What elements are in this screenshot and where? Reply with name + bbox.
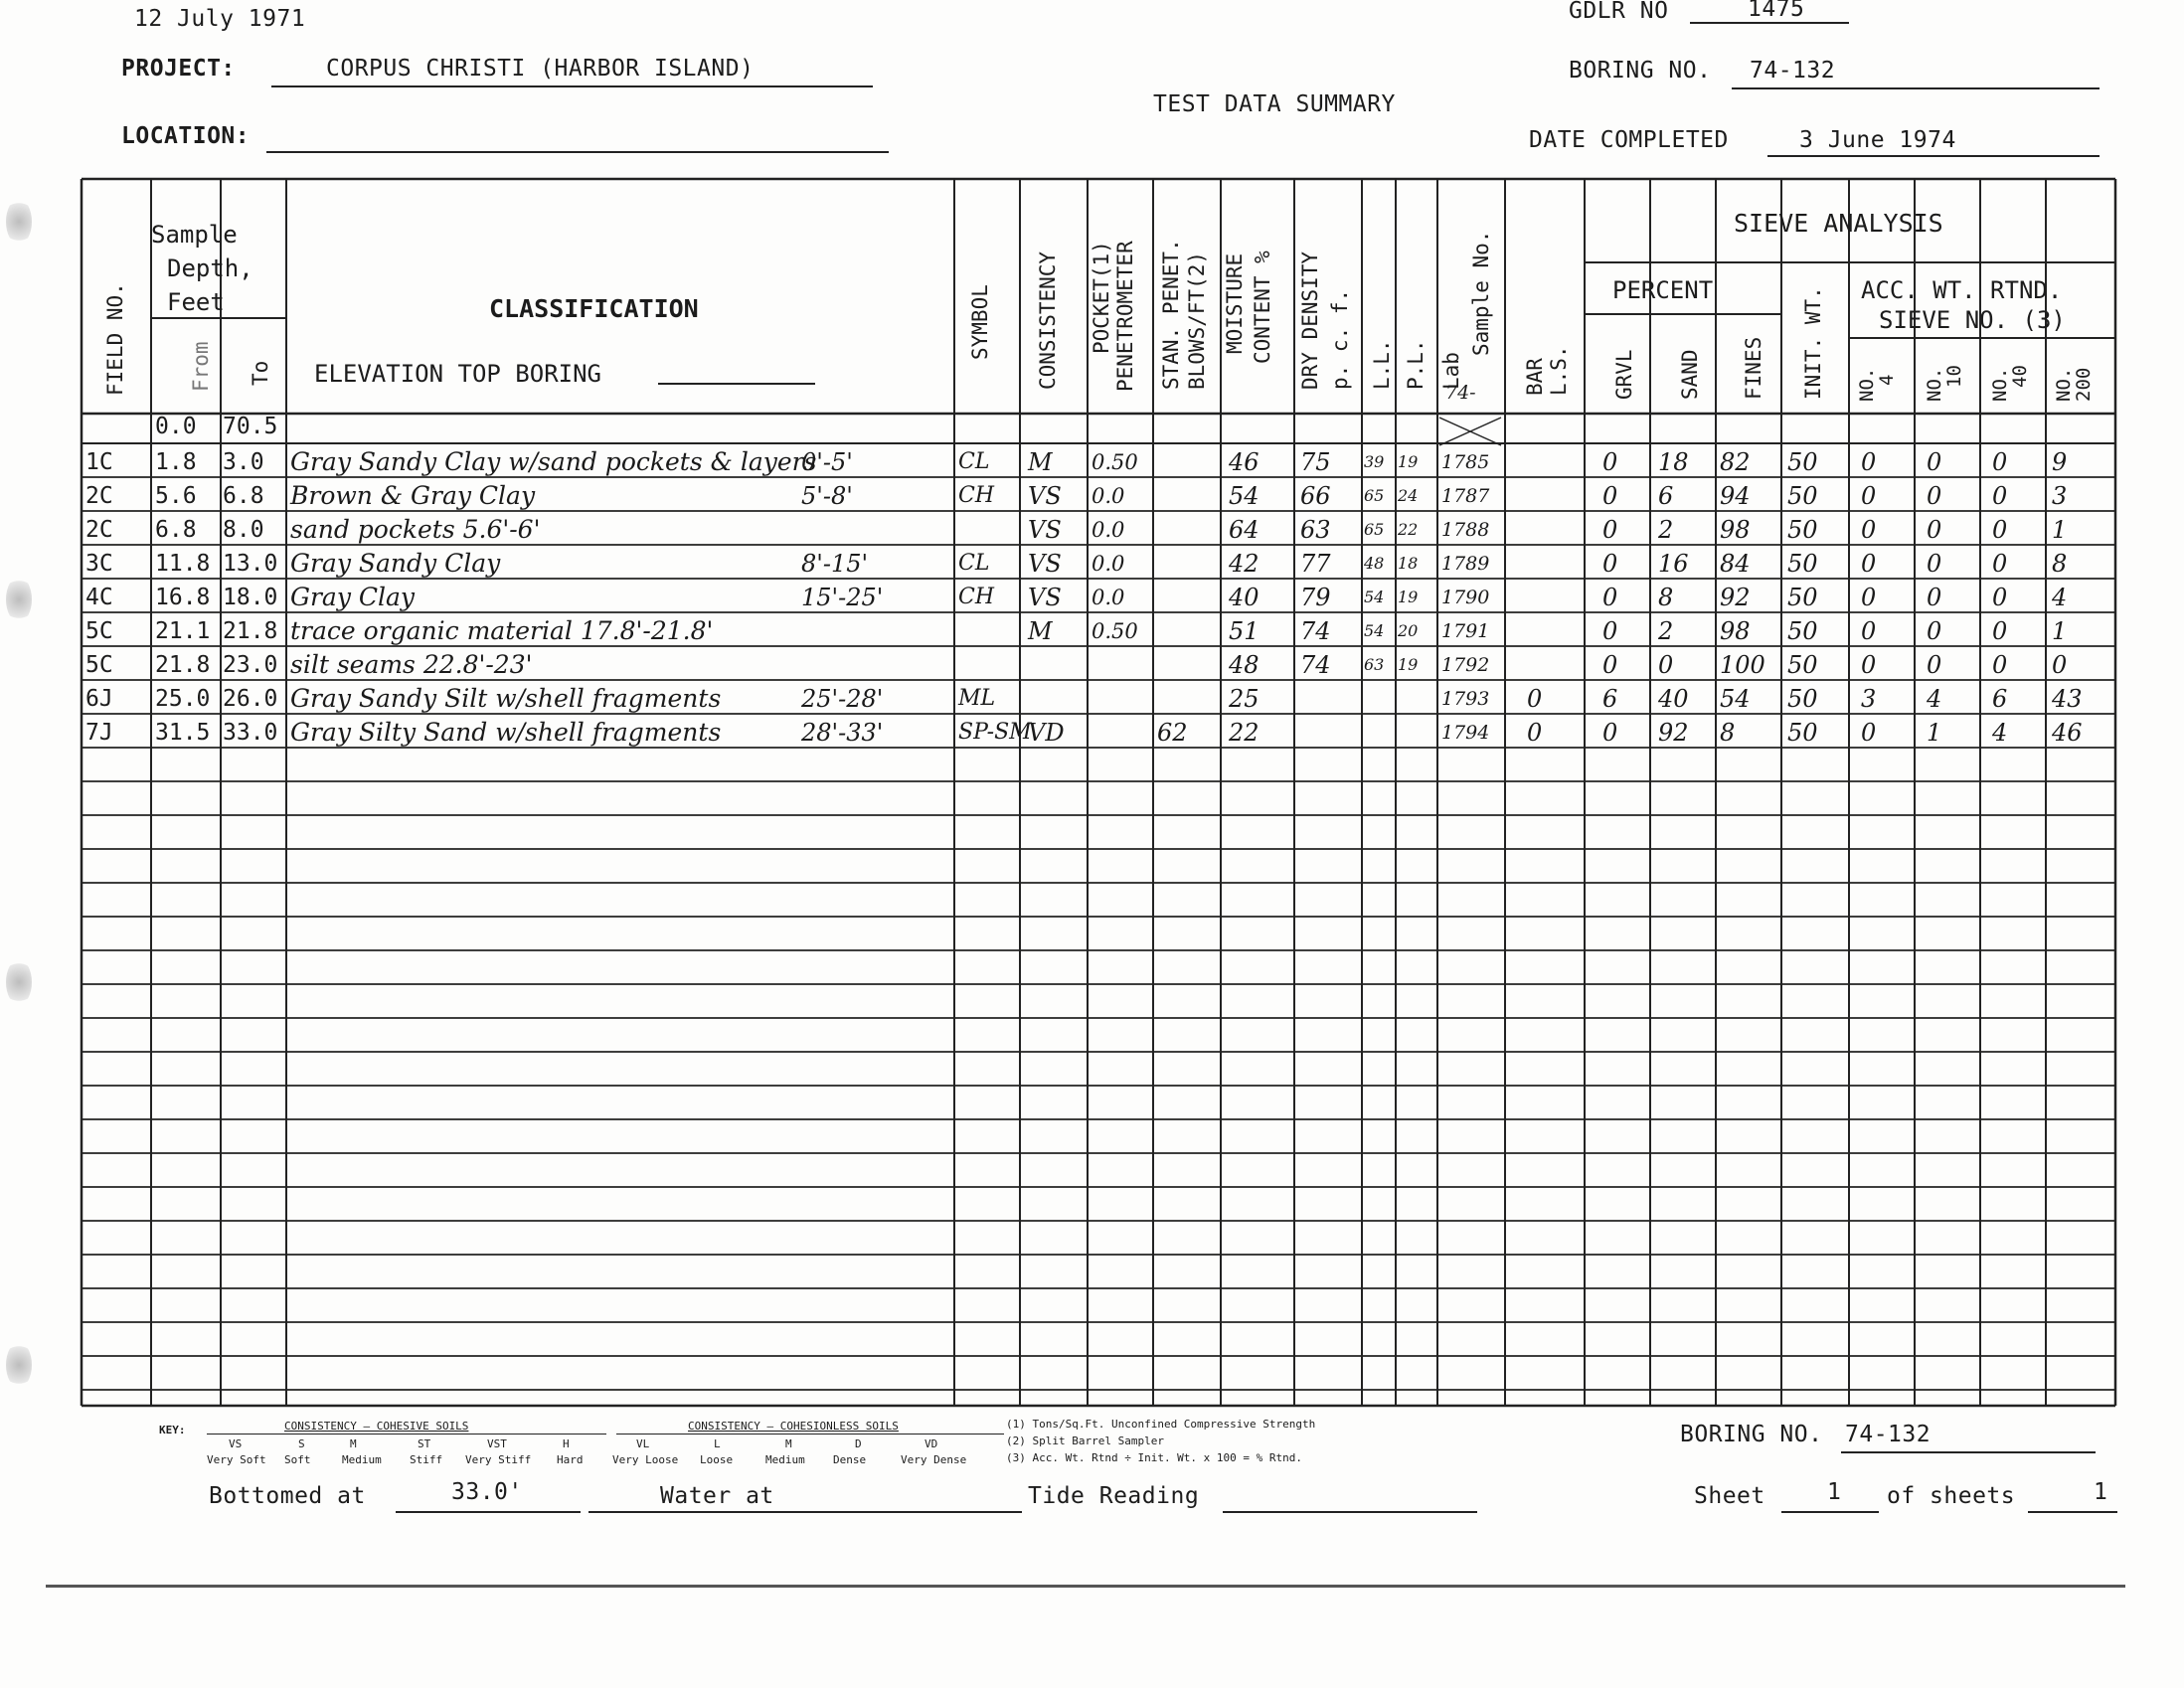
- symbol-cell: SP-SM: [958, 720, 1032, 745]
- consistency-cell: VS: [1028, 482, 1062, 510]
- col-no200-a: NO.: [2053, 367, 2075, 402]
- key-cohesionless-title: CONSISTENCY — COHESIONLESS SOILS: [688, 1420, 899, 1433]
- sand-cell: 16: [1658, 550, 1689, 578]
- moisture-cell: 25: [1229, 685, 1260, 713]
- init-wt-cell: 50: [1787, 584, 1818, 611]
- col-fines: FINES: [1742, 336, 1765, 400]
- to-depth-cell: 23.0: [223, 652, 278, 678]
- col-bar-2: L.S.: [1547, 345, 1571, 396]
- gdlr-label: GDLR NO: [1569, 0, 1669, 24]
- key-cohesive-abbr: VST: [487, 1437, 507, 1450]
- classification-cell: silt seams 22.8'-23': [290, 650, 533, 679]
- ll-cell: 39: [1364, 452, 1385, 471]
- consistency-cell: VD: [1028, 719, 1065, 747]
- col-pl: P.L.: [1404, 339, 1428, 390]
- ll-cell: 63: [1364, 655, 1385, 674]
- boring-number: 74-132: [1750, 58, 1836, 84]
- col-stan-penet-2: BLOWS/FT(2): [1185, 251, 1209, 390]
- no40-cell: 0: [1992, 482, 2008, 510]
- pl-cell: 19: [1398, 655, 1419, 674]
- consistency-cell: M: [1028, 617, 1053, 645]
- classification-cell: Gray Clay: [290, 583, 416, 611]
- symbol-cell: CH: [958, 483, 995, 508]
- grvl-cell: 0: [1602, 651, 1618, 679]
- consistency-cell: VS: [1028, 516, 1062, 544]
- to-depth-cell: 33.0: [223, 720, 278, 746]
- field-no-cell: 3C: [85, 551, 113, 577]
- pl-cell: 19: [1398, 588, 1419, 606]
- classification-cell: Gray Sandy Clay: [290, 549, 501, 578]
- sand-cell: 40: [1658, 685, 1689, 713]
- depth-range-cell: 15'-25': [801, 584, 884, 611]
- tide-label: Tide Reading: [1028, 1483, 1200, 1509]
- fines-cell: 8: [1720, 719, 1736, 747]
- ll-cell: 54: [1364, 621, 1385, 640]
- col-from: From: [189, 341, 213, 392]
- key-cohesive-abbr: VS: [229, 1437, 243, 1450]
- init-wt-cell: 50: [1787, 685, 1818, 713]
- no40-cell: 0: [1992, 448, 2008, 476]
- dry-density-cell: 79: [1300, 584, 1331, 611]
- col-moisture-2: CONTENT %: [1251, 251, 1274, 364]
- of-sheets-underline: [2028, 1511, 2117, 1513]
- no40-cell: 4: [1992, 719, 2008, 747]
- col-field-no: FIELD NO.: [103, 282, 127, 396]
- to-depth-cell: 13.0: [223, 551, 278, 577]
- key-cohesive-name: Very Soft: [207, 1453, 266, 1466]
- tide-underline: [1223, 1511, 1477, 1513]
- pocket-pen-cell: 0.0: [1092, 484, 1125, 508]
- sheet-label: Sheet: [1694, 1483, 1765, 1509]
- classification-cell: sand pockets 5.6'-6': [290, 515, 541, 544]
- col-moisture-1: MOISTURE: [1223, 253, 1247, 354]
- moisture-cell: 22: [1229, 719, 1260, 747]
- sand-cell: 2: [1658, 516, 1674, 544]
- init-wt-cell: 50: [1787, 550, 1818, 578]
- col-stan-penet-1: STAN. PENET.: [1159, 239, 1183, 390]
- lab-sample-cell: 1793: [1441, 688, 1490, 710]
- dry-density-cell: 66: [1300, 482, 1331, 510]
- field-no-cell: 5C: [85, 618, 113, 644]
- stamped-date: 12 July 1971: [134, 6, 306, 32]
- project-label: PROJECT:: [121, 56, 236, 82]
- symbol-cell: CL: [958, 551, 990, 576]
- grvl-cell: 0: [1602, 584, 1618, 611]
- no10-cell: 0: [1927, 482, 1942, 510]
- key-cohesive-name: Stiff: [410, 1453, 443, 1466]
- water-label: Water at: [660, 1483, 774, 1509]
- col-lab-1: Lab: [1439, 352, 1463, 390]
- ll-cell: 65: [1364, 486, 1385, 505]
- field-no-cell: 5C: [85, 652, 113, 678]
- field-no-cell: 1C: [85, 449, 113, 475]
- sand-cell: 2: [1658, 617, 1674, 645]
- col-symbol: SYMBOL: [968, 284, 992, 360]
- col-init-wt: INIT. WT.: [1801, 286, 1825, 400]
- to-depth-cell: 18.0: [223, 585, 278, 610]
- col-lab-2: Sample No.: [1469, 230, 1493, 356]
- page-title: TEST DATA SUMMARY: [1153, 91, 1396, 117]
- no10-cell: 0: [1927, 651, 1942, 679]
- moisture-cell: 54: [1229, 482, 1260, 510]
- sand-cell: 6: [1658, 482, 1674, 510]
- location-label: LOCATION:: [121, 123, 251, 149]
- key-cohesionless-name: Medium: [765, 1453, 805, 1466]
- no4-cell: 3: [1861, 685, 1877, 713]
- sieve-no-title: SIEVE NO. (3): [1879, 306, 2066, 334]
- no4-cell: 0: [1861, 550, 1877, 578]
- sieve-analysis-title: SIEVE ANALYSIS: [1734, 209, 1943, 238]
- pocket-pen-cell: 0.0: [1092, 552, 1125, 576]
- col-no10-a: NO.: [1924, 367, 1945, 402]
- key-note-2: (2) Split Barrel Sampler: [1006, 1435, 1164, 1447]
- grvl-cell: 0: [1602, 550, 1618, 578]
- grvl-cell: 6: [1602, 685, 1618, 713]
- no10-cell: 1: [1927, 719, 1942, 747]
- consistency-cell: VS: [1028, 584, 1062, 611]
- to-depth-cell: 3.0: [223, 449, 264, 475]
- no10-cell: 0: [1927, 584, 1942, 611]
- classification-cell: Gray Sandy Silt w/shell fragments: [290, 684, 722, 713]
- fines-cell: 82: [1720, 448, 1751, 476]
- col-no4-b: 4: [1876, 374, 1898, 386]
- key-cohesive-abbr: H: [563, 1437, 570, 1450]
- bar-ls-cell: 0: [1527, 685, 1543, 713]
- pocket-pen-cell: 0.0: [1092, 518, 1125, 542]
- from-depth-cell: 25.0: [155, 686, 211, 712]
- no200-cell: 8: [2052, 550, 2068, 578]
- init-wt-cell: 50: [1787, 516, 1818, 544]
- from-depth-cell: 21.8: [155, 652, 211, 678]
- bottomed-value: 33.0': [451, 1479, 523, 1505]
- percent-title: PERCENT: [1612, 276, 1714, 304]
- col-no40-a: NO.: [1989, 367, 2011, 402]
- no4-cell: 0: [1861, 584, 1877, 611]
- date-completed-label: DATE COMPLETED: [1529, 127, 1729, 153]
- col-consistency: CONSISTENCY: [1036, 251, 1060, 390]
- grvl-cell: 0: [1602, 617, 1618, 645]
- moisture-cell: 64: [1229, 516, 1260, 544]
- pl-cell: 19: [1398, 452, 1419, 471]
- key-cohesive-abbr: ST: [418, 1437, 431, 1450]
- page-bottom-rule: [46, 1585, 2125, 1588]
- ll-cell: 54: [1364, 588, 1385, 606]
- lab-sample-cell: 1792: [1441, 654, 1490, 676]
- col-no10-b: 10: [1943, 365, 1965, 388]
- no200-cell: 0: [2052, 651, 2068, 679]
- no40-cell: 0: [1992, 584, 2008, 611]
- from-depth-cell: 1.8: [155, 449, 197, 475]
- ll-cell: 48: [1364, 554, 1385, 573]
- field-no-cell: 4C: [85, 585, 113, 610]
- no40-cell: 6: [1992, 685, 2008, 713]
- ll-cell: 65: [1364, 520, 1385, 539]
- moisture-cell: 48: [1229, 651, 1260, 679]
- pl-cell: 24: [1398, 486, 1419, 505]
- no10-cell: 0: [1927, 617, 1942, 645]
- moisture-cell: 40: [1229, 584, 1260, 611]
- sand-cell: 92: [1658, 719, 1689, 747]
- dry-density-cell: 75: [1300, 448, 1331, 476]
- col-to: To: [249, 360, 272, 386]
- of-sheets-label: of sheets: [1887, 1483, 2016, 1509]
- col-dry-density-1: DRY DENSITY: [1298, 251, 1322, 390]
- water-underline: [588, 1511, 1022, 1513]
- depth-range-cell: 0'-5': [801, 448, 853, 476]
- no10-cell: 0: [1927, 448, 1942, 476]
- col-no200-b: 200: [2073, 367, 2095, 402]
- footer-boring-label: BORING NO.: [1680, 1422, 1823, 1447]
- to-depth-cell: 21.8: [223, 618, 278, 644]
- col-pocket-2: PENETROMETER: [1113, 241, 1137, 392]
- no4-cell: 0: [1861, 448, 1877, 476]
- init-wt-cell: 50: [1787, 719, 1818, 747]
- no200-cell: 43: [2052, 685, 2083, 713]
- symbol-cell: CH: [958, 585, 995, 609]
- to-depth-cell: 8.0: [223, 517, 264, 543]
- col-sample-depth-3: Feet: [167, 288, 225, 316]
- consistency-cell: VS: [1028, 550, 1062, 578]
- footer-boring-underline: [1841, 1451, 2096, 1453]
- symbol-cell: CL: [958, 449, 990, 474]
- no10-cell: 4: [1927, 685, 1942, 713]
- fines-cell: 100: [1720, 651, 1765, 679]
- pl-cell: 22: [1398, 520, 1419, 539]
- no40-cell: 0: [1992, 550, 2008, 578]
- key-cohesive-abbr: S: [298, 1437, 305, 1450]
- depth-range-to: 70.5: [223, 414, 278, 439]
- col-dry-density-2: p. c. f.: [1328, 288, 1352, 390]
- bottomed-underline: [396, 1511, 581, 1513]
- key-cohesive-name: Soft: [284, 1453, 311, 1466]
- depth-range-cell: 28'-33': [801, 719, 884, 747]
- init-wt-cell: 50: [1787, 482, 1818, 510]
- fines-cell: 98: [1720, 516, 1751, 544]
- fines-cell: 54: [1720, 685, 1751, 713]
- init-wt-cell: 50: [1787, 617, 1818, 645]
- moisture-cell: 51: [1229, 617, 1260, 645]
- from-depth-cell: 11.8: [155, 551, 211, 577]
- init-wt-cell: 50: [1787, 448, 1818, 476]
- no200-cell: 1: [2052, 617, 2068, 645]
- key-cohesionless-abbr: VL: [636, 1437, 650, 1450]
- date-completed-value: 3 June 1974: [1799, 127, 1956, 153]
- field-no-cell: 7J: [85, 720, 113, 746]
- key-cohesionless-name: Dense: [833, 1453, 867, 1466]
- no4-cell: 0: [1861, 516, 1877, 544]
- stan-penet-cell: 62: [1157, 719, 1188, 747]
- from-depth-cell: 5.6: [155, 483, 197, 509]
- boring-label: BORING NO.: [1569, 58, 1712, 84]
- classification-cell: trace organic material 17.8'-21.8': [290, 616, 714, 645]
- field-no-cell: 2C: [85, 517, 113, 543]
- pl-cell: 18: [1398, 554, 1419, 573]
- of-sheets-value: 1: [2094, 1479, 2108, 1505]
- lab-sample-cell: 1789: [1441, 553, 1490, 575]
- grvl-cell: 0: [1602, 719, 1618, 747]
- from-depth-cell: 6.8: [155, 517, 197, 543]
- depth-range-cell: 8'-15': [801, 550, 869, 578]
- footer-boring-number: 74-132: [1845, 1422, 1932, 1447]
- elevation-label: ELEVATION TOP BORING: [314, 360, 601, 388]
- grvl-cell: 0: [1602, 448, 1618, 476]
- no4-cell: 0: [1861, 482, 1877, 510]
- no10-cell: 0: [1927, 550, 1942, 578]
- depth-range-from: 0.0: [155, 414, 197, 439]
- key-cohesive-abbr: M: [350, 1437, 357, 1450]
- no200-cell: 3: [2052, 482, 2068, 510]
- dry-density-cell: 63: [1300, 516, 1331, 544]
- lab-sample-cell: 1785: [1441, 451, 1490, 473]
- col-sample-depth-1: Sample: [151, 221, 238, 249]
- no40-cell: 0: [1992, 617, 2008, 645]
- fines-cell: 94: [1720, 482, 1751, 510]
- col-no40-b: 40: [2009, 365, 2031, 388]
- from-depth-cell: 21.1: [155, 618, 211, 644]
- pl-cell: 20: [1398, 621, 1419, 640]
- acc-wt-title: ACC. WT. RTND.: [1861, 276, 2063, 304]
- field-no-cell: 2C: [85, 483, 113, 509]
- elevation-underline: [658, 383, 815, 385]
- col-ll: L.L.: [1370, 339, 1394, 390]
- col-sample-depth-2: Depth,: [167, 254, 253, 282]
- lab-sample-cell: 1794: [1441, 722, 1490, 744]
- depth-range-cell: 25'-28': [801, 685, 884, 713]
- sand-cell: 8: [1658, 584, 1674, 611]
- key-cohesionless-rule: [616, 1434, 1004, 1435]
- col-grvl: GRVL: [1612, 349, 1636, 400]
- dry-density-cell: 74: [1300, 651, 1331, 679]
- no200-cell: 9: [2052, 448, 2068, 476]
- lab-sample-cell: 1787: [1441, 485, 1490, 507]
- dry-density-cell: 77: [1300, 550, 1331, 578]
- key-cohesive-rule: [207, 1434, 606, 1435]
- no4-cell: 0: [1861, 719, 1877, 747]
- col-pocket-1: POCKET(1): [1090, 241, 1113, 354]
- to-depth-cell: 6.8: [223, 483, 264, 509]
- no40-cell: 0: [1992, 651, 2008, 679]
- lab-sample-cell: 1791: [1441, 620, 1490, 642]
- fines-cell: 92: [1720, 584, 1751, 611]
- grvl-cell: 0: [1602, 516, 1618, 544]
- key-note-1: (1) Tons/Sq.Ft. Unconfined Compressive Strength: [1006, 1418, 1316, 1431]
- key-cohesive-name: Hard: [557, 1453, 584, 1466]
- key-cohesive-name: Very Stiff: [465, 1453, 532, 1466]
- depth-range-cell: 5'-8': [801, 482, 853, 510]
- col-classification: CLASSIFICATION: [489, 294, 699, 323]
- classification-cell: Brown & Gray Clay: [290, 481, 536, 510]
- fines-cell: 84: [1720, 550, 1751, 578]
- consistency-cell: M: [1028, 448, 1053, 476]
- moisture-cell: 42: [1229, 550, 1260, 578]
- lab-prefix: 74-: [1445, 382, 1476, 404]
- project-name: CORPUS CHRISTI (HARBOR ISLAND): [326, 56, 755, 82]
- no200-cell: 46: [2052, 719, 2083, 747]
- grvl-cell: 0: [1602, 482, 1618, 510]
- to-depth-cell: 26.0: [223, 686, 278, 712]
- no4-cell: 0: [1861, 617, 1877, 645]
- from-depth-cell: 16.8: [155, 585, 211, 610]
- key-cohesive-name: Medium: [342, 1453, 382, 1466]
- key-note-3: (3) Acc. Wt. Rtnd ÷ Init. Wt. x 100 = % Rtnd.: [1006, 1451, 1303, 1464]
- key-cohesionless-name: Very Loose: [612, 1453, 679, 1466]
- bottomed-label: Bottomed at: [209, 1483, 366, 1509]
- field-no-cell: 6J: [85, 686, 113, 712]
- no200-cell: 1: [2052, 516, 2068, 544]
- lab-sample-cell: 1788: [1441, 519, 1490, 541]
- init-wt-cell: 50: [1787, 651, 1818, 679]
- fines-cell: 98: [1720, 617, 1751, 645]
- key-cohesionless-abbr: L: [714, 1437, 721, 1450]
- pocket-pen-cell: 0.50: [1092, 619, 1138, 643]
- sheet-value: 1: [1827, 1479, 1842, 1505]
- no200-cell: 4: [2052, 584, 2068, 611]
- lab-sample-cell: 1790: [1441, 587, 1490, 608]
- key-cohesionless-abbr: D: [855, 1437, 862, 1450]
- key-cohesionless-name: Loose: [700, 1453, 734, 1466]
- key-cohesive-title: CONSISTENCY — COHESIVE SOILS: [284, 1420, 469, 1433]
- pocket-pen-cell: 0.0: [1092, 586, 1125, 609]
- col-bar-1: BAR: [1523, 358, 1547, 396]
- classification-cell: Gray Sandy Clay w/sand pockets & layers: [290, 447, 817, 476]
- from-depth-cell: 31.5: [155, 720, 211, 746]
- dry-density-cell: 74: [1300, 617, 1331, 645]
- key-cohesionless-abbr: VD: [924, 1437, 938, 1450]
- gdlr-number: 1475: [1748, 0, 1805, 22]
- classification-cell: Gray Silty Sand w/shell fragments: [290, 718, 722, 747]
- no40-cell: 0: [1992, 516, 2008, 544]
- key-label: KEY:: [159, 1424, 186, 1436]
- sand-cell: 0: [1658, 651, 1674, 679]
- pocket-pen-cell: 0.50: [1092, 450, 1138, 474]
- symbol-cell: ML: [958, 686, 996, 711]
- sheet-underline: [1781, 1511, 1879, 1513]
- key-cohesionless-abbr: M: [785, 1437, 792, 1450]
- sand-cell: 18: [1658, 448, 1689, 476]
- col-sand: SAND: [1678, 349, 1702, 400]
- no4-cell: 0: [1861, 651, 1877, 679]
- col-no4-a: NO.: [1856, 367, 1878, 402]
- no10-cell: 0: [1927, 516, 1942, 544]
- moisture-cell: 46: [1229, 448, 1260, 476]
- key-cohesionless-name: Very Dense: [901, 1453, 967, 1466]
- bar-ls-cell: 0: [1527, 719, 1543, 747]
